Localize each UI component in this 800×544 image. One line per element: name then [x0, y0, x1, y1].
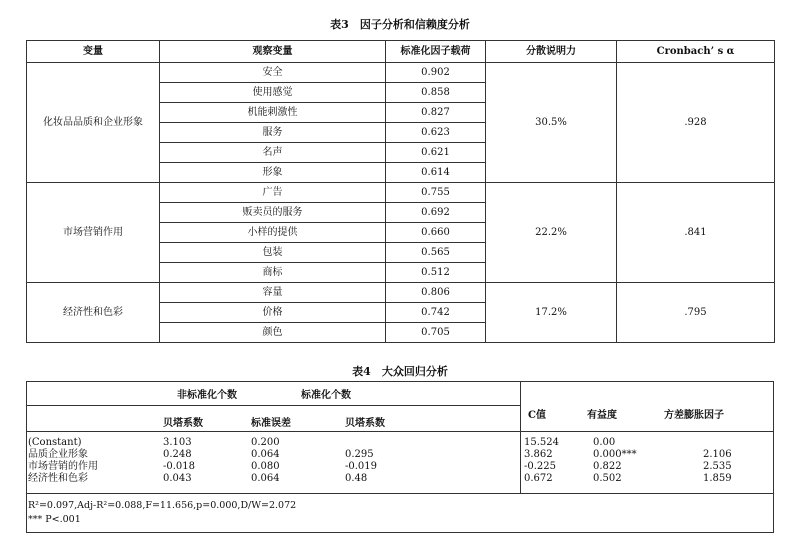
observed-variable: 名声	[160, 143, 386, 163]
table4-title: 表4 大众回归分析	[352, 365, 448, 378]
cronbach-alpha: .795	[617, 283, 775, 343]
observed-variable: 机能刺激性	[160, 103, 386, 123]
header-c-value: C值	[528, 410, 546, 421]
table3-row	[27, 183, 775, 203]
factor-loading: 0.827	[386, 103, 486, 123]
factor-loading: 0.565	[386, 243, 486, 263]
table3-header-row	[27, 41, 775, 63]
header-unstandardized: 非标准化个数	[177, 390, 237, 401]
factor-loading: 0.705	[386, 323, 486, 343]
factor-loading: 0.755	[386, 183, 486, 203]
regression-row	[27, 461, 773, 472]
header-significance: 有益度	[587, 410, 617, 421]
significance-note: *** P<.001	[28, 514, 81, 525]
variable-name: 经济性和色彩	[28, 473, 88, 484]
regression-row	[27, 449, 773, 460]
variance-explained: 30.5%	[486, 63, 617, 183]
factor-name: 化妆品品质和企业形象	[27, 63, 160, 183]
standard-error: 0.064	[251, 473, 280, 484]
observed-variable: 商标	[160, 263, 386, 283]
factor-loading: 0.858	[386, 83, 486, 103]
observed-variable: 贩卖员的服务	[160, 203, 386, 223]
variance-explained: 17.2%	[486, 283, 617, 343]
col-header-loading: 标准化因子载荷	[386, 41, 486, 63]
header-vif: 方差膨胀因子	[664, 410, 724, 421]
b-coefficient: 0.043	[163, 473, 192, 484]
b-coefficient: 0.248	[163, 449, 192, 460]
factor-analysis-table	[26, 40, 775, 343]
observed-variable: 容量	[160, 283, 386, 303]
cronbach-alpha: .841	[617, 183, 775, 283]
variable-name: 品质企业形象	[28, 449, 88, 460]
beta-coefficient: 0.48	[345, 473, 368, 484]
factor-name: 市场营销作用	[27, 183, 160, 283]
observed-variable: 广告	[160, 183, 386, 203]
col-header-alpha: Cronbach’ s α	[617, 41, 775, 63]
header-std-error: 标准误差	[251, 418, 291, 429]
factor-loading: 0.614	[386, 163, 486, 183]
observed-variable: 形象	[160, 163, 386, 183]
significance: 0.502	[593, 473, 622, 484]
table3-title: 表3 因子分析和信赖度分析	[330, 18, 470, 31]
significance: 0.000***	[593, 449, 637, 460]
observed-variable: 安全	[160, 63, 386, 83]
b-coefficient: 3.103	[163, 437, 192, 448]
header-divider	[27, 405, 521, 406]
factor-loading: 0.621	[386, 143, 486, 163]
standard-error: 0.080	[251, 461, 280, 472]
table3-row	[27, 63, 775, 83]
header-standardized: 标准化个数	[301, 390, 351, 401]
header-bottom-rule	[27, 431, 773, 432]
observed-variable: 包装	[160, 243, 386, 263]
c-value: -0.225	[524, 461, 557, 472]
vif-value: 2.106	[703, 449, 732, 460]
beta-coefficient: 0.295	[345, 449, 374, 460]
observed-variable: 使用感觉	[160, 83, 386, 103]
variable-name: 市场营销的作用	[28, 461, 98, 472]
model-statistics: R²=0.097,Adj-R²=0.088,F=11.656,p=0.000,D/W=2.072	[28, 500, 297, 511]
beta-coefficient: -0.019	[345, 461, 378, 472]
variable-name: (Constant)	[28, 437, 82, 448]
factor-loading: 0.660	[386, 223, 486, 243]
col-header-observed-variable: 观察变量	[160, 41, 386, 63]
b-coefficient: -0.018	[163, 461, 196, 472]
factor-loading: 0.692	[386, 203, 486, 223]
vif-value: 2.535	[703, 461, 732, 472]
cronbach-alpha: .928	[617, 63, 775, 183]
factor-loading: 0.902	[386, 63, 486, 83]
col-header-variance: 分散说明力	[486, 41, 617, 63]
factor-loading: 0.512	[386, 263, 486, 283]
regression-table	[26, 381, 774, 533]
c-value: 3.862	[524, 449, 553, 460]
significance: 0.00	[593, 437, 616, 448]
observed-variable: 价格	[160, 303, 386, 323]
c-value: 15.524	[524, 437, 559, 448]
vif-value: 1.859	[703, 473, 732, 484]
observed-variable: 服务	[160, 123, 386, 143]
variance-explained: 22.2%	[486, 183, 617, 283]
standard-error: 0.200	[251, 437, 280, 448]
factor-loading: 0.623	[386, 123, 486, 143]
body-bottom-rule	[27, 493, 773, 494]
factor-name: 经济性和色彩	[27, 283, 160, 343]
regression-row	[27, 437, 773, 448]
factor-loading: 0.806	[386, 283, 486, 303]
factor-loading: 0.742	[386, 303, 486, 323]
observed-variable: 小样的提供	[160, 223, 386, 243]
table3-row	[27, 283, 775, 303]
c-value: 0.672	[524, 473, 553, 484]
significance: 0.822	[593, 461, 622, 472]
standard-error: 0.064	[251, 449, 280, 460]
col-header-variable: 变量	[27, 41, 160, 63]
header-b-coef: 贝塔系数	[163, 418, 203, 429]
regression-row	[27, 473, 773, 484]
header-beta-coef: 贝塔系数	[345, 418, 385, 429]
observed-variable: 颜色	[160, 323, 386, 343]
